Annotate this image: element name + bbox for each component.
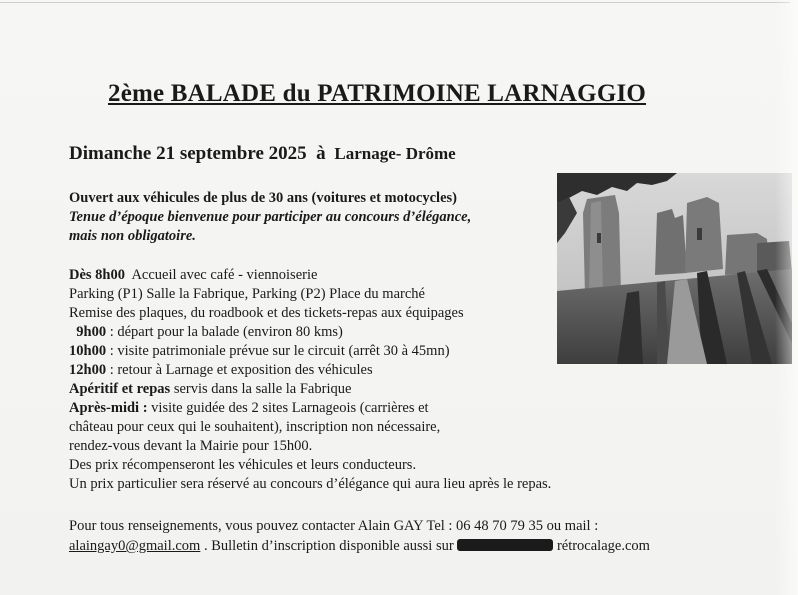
redacted-mark bbox=[457, 539, 553, 551]
contact-line-1: Pour tous renseignements, vous pouvez contacter Alain GAY Tel : 06 48 70 79 35 ou mail : bbox=[69, 518, 599, 534]
program-text-visit: : visite patrimoniale prévue sur le circuit (arrêt 30 à 45mn) bbox=[109, 343, 450, 359]
eligibility-line-3: mais non obligatoire. bbox=[69, 228, 196, 244]
program-line-11: Des prix récompenseront les véhicules et leurs conducteurs. bbox=[69, 457, 417, 473]
program-meal-text: servis dans la salle la Fabrique bbox=[173, 381, 352, 397]
date-separator: à bbox=[316, 143, 326, 164]
program-meal-label: Apéritif et repas bbox=[69, 381, 171, 397]
event-title: 2ème BALADE du PATRIMOINE LARNAGGIO bbox=[108, 80, 647, 107]
program-line-7 bbox=[69, 380, 551, 399]
contact-registration-text: . Bulletin d’inscription disponible aussi sur bbox=[203, 538, 454, 554]
program-afternoon-text: visite guidée des 2 sites Larnageois (carrières et bbox=[151, 400, 429, 416]
top-edge-line bbox=[0, 2, 790, 3]
event-place: Larnage- Drôme bbox=[334, 144, 456, 163]
event-date: Dimanche 21 septembre 2025 bbox=[69, 143, 307, 164]
program-text-departure: : départ pour la balade (environ bbox=[109, 324, 293, 340]
contact-website: rétrocalage.com bbox=[556, 538, 650, 554]
program-time-9h: 9h00 bbox=[76, 324, 107, 340]
program-afternoon-label: Après-midi : bbox=[69, 400, 148, 416]
program-line-3: Remise des plaques, du roadbook et des tickets-repas aux équipages bbox=[69, 305, 464, 321]
eligibility-line-1: Ouvert aux véhicules de plus de 30 ans (voitures et motocycles) bbox=[69, 190, 457, 206]
scan-edge-shade bbox=[775, 0, 798, 595]
contact-line-2 bbox=[69, 536, 650, 556]
contact-email[interactable]: alaingay0@gmail.com bbox=[69, 538, 201, 554]
program-time-8h: Dès 8h00 bbox=[69, 267, 125, 283]
program-distance: 80 kms) bbox=[295, 324, 343, 340]
program-time-12h: 12h00 bbox=[69, 362, 107, 378]
program-block bbox=[69, 266, 551, 494]
program-line-6 bbox=[69, 361, 551, 380]
event-date-line bbox=[69, 143, 456, 165]
program-line-12: Un prix particulier sera réservé au concours d’élégance qui aura lieu après le repas. bbox=[69, 476, 552, 492]
castle-ruins-photo bbox=[557, 173, 792, 364]
program-text-return: : retour à Larnage et exposition des véhicules bbox=[109, 362, 373, 378]
program-text-welcome: Accueil avec café - viennoiserie bbox=[131, 267, 318, 283]
program-line-1 bbox=[69, 266, 551, 285]
eligibility-line-2: Tenue d’époque bienvenue pour participer au concours d’élégance, bbox=[69, 209, 472, 225]
program-line-9: château pour ceux qui le souhaitent), inscription non nécessaire, bbox=[69, 419, 441, 435]
program-line-2: Parking (P1) Salle la Fabrique, Parking (P2) Place du marché bbox=[69, 286, 425, 302]
program-line-4 bbox=[69, 323, 551, 342]
contact-block bbox=[69, 516, 650, 556]
program-line-10: rendez-vous devant la Mairie pour 15h00. bbox=[69, 438, 313, 454]
program-line-5 bbox=[69, 342, 551, 361]
castle-ruins-image bbox=[557, 173, 792, 364]
eligibility-block bbox=[69, 189, 471, 246]
program-time-10h: 10h00 bbox=[69, 343, 107, 359]
program-line-8 bbox=[69, 399, 551, 418]
